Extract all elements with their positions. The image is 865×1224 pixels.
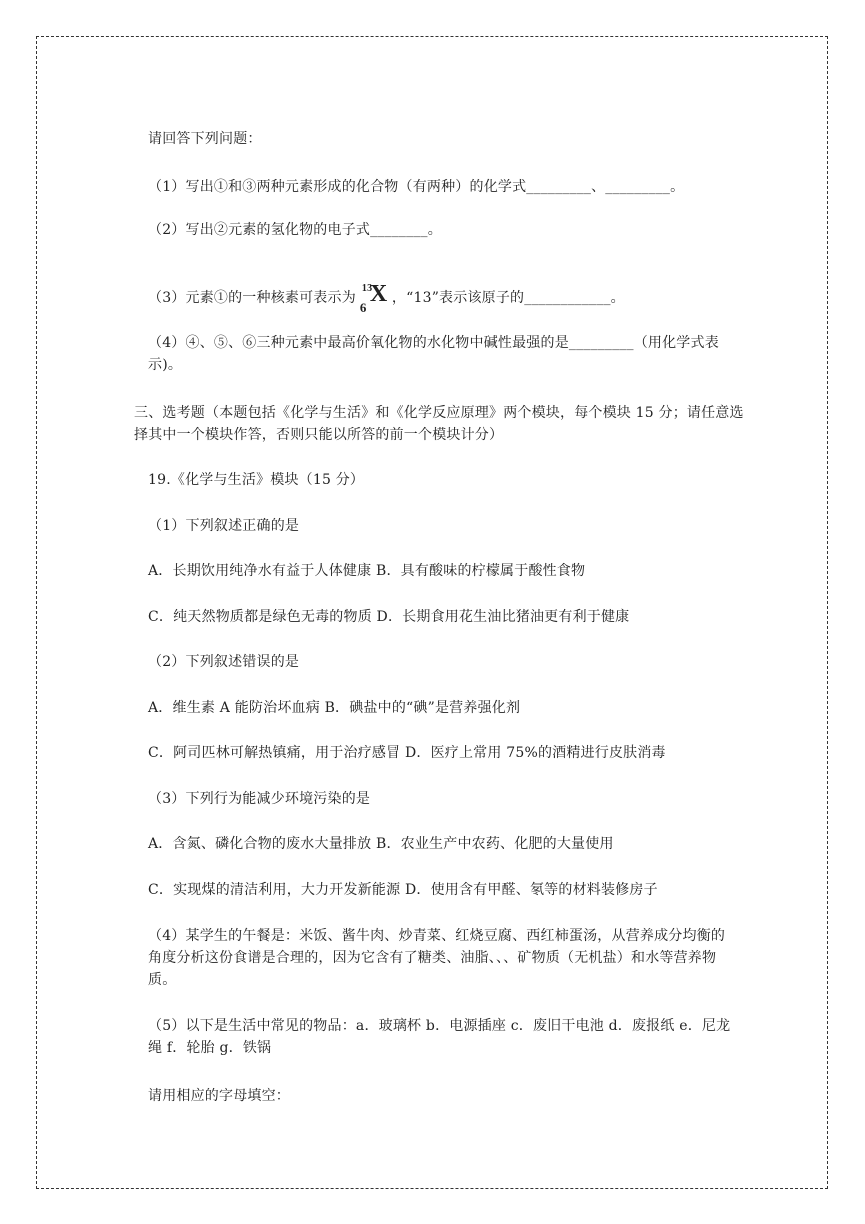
nuclide-atomic-number: 6 bbox=[359, 300, 367, 315]
section-3-heading: 三、选考题（本题包括《化学与生活》和《化学反应原理》两个模块，每个模块 15 分；请任意选择其中一个模块作答，否则只能以所答的前一个模块计分） bbox=[134, 405, 744, 443]
sub-question-2-options-ab: A．维生素 A 能防治坏血病 B．碘盐中的“碘”是营养强化剂 bbox=[148, 700, 521, 716]
sub-question-2-options-cd: C．阿司匹林可解热镇痛，用于治疗感冒 D．医疗上常用 75%的酒精进行皮肤消毒 bbox=[148, 745, 666, 761]
question-3-before: （3）元素①的一种核素可表示为 bbox=[148, 290, 356, 306]
question-1: （1）写出①和③两种元素形成的化合物（有两种）的化学式_________、_________。 bbox=[148, 179, 685, 195]
question-3-after: ，“13”表示该原子的____________。 bbox=[391, 290, 625, 306]
nuclide-element: X bbox=[369, 281, 388, 307]
nuclide-symbol bbox=[356, 272, 392, 315]
question-2: （2）写出②元素的氢化物的电子式________。 bbox=[148, 222, 442, 238]
intro-line: 请回答下列问题： bbox=[148, 131, 262, 147]
sub-question-3-options-cd: C．实现煤的清洁利用，大力开发新能源 D．使用含有甲醛、氡等的材料装修房子 bbox=[148, 882, 658, 898]
sub-question-3-options-ab: A．含氮、磷化合物的废水大量排放 B．农业生产中农药、化肥的大量使用 bbox=[148, 836, 614, 852]
sub-question-5: （5）以下是生活中常见的物品：a．玻璃杯 b．电源插座 c．废旧干电池 d．废报纸 e．尼龙绳 f．轮胎 g．铁锅 bbox=[148, 1018, 731, 1056]
sub-question-3: （3）下列行为能减少环境污染的是 bbox=[148, 791, 371, 807]
fill-instruction: 请用相应的字母填空： bbox=[148, 1088, 290, 1104]
question-3 bbox=[148, 272, 625, 315]
sub-question-1: （1）下列叙述正确的是 bbox=[148, 518, 300, 534]
question-4: （4）④、⑤、⑥三种元素中最高价氧化物的水化物中碱性最强的是_________（用化学式表示)。 bbox=[148, 335, 719, 373]
sub-question-1-options-ab: A．长期饮用纯净水有益于人体健康 B．具有酸味的柠檬属于酸性食物 bbox=[148, 563, 586, 579]
question-19-title: 19.《化学与生活》模块（15 分） bbox=[148, 472, 365, 488]
nuclide-mass-number: 13 bbox=[361, 283, 373, 294]
sub-question-1-options-cd: C．纯天然物质都是绿色无毒的物质 D．长期食用花生油比猪油更有利于健康 bbox=[148, 609, 630, 625]
sub-question-4: （4）某学生的午餐是：米饭、酱牛肉、炒青菜、红烧豆腐、西红柿蛋汤，从营养成分均衡的角度分析这份食谱是合理的，因为它含有了糖类、油脂、、、矿物质（无机盐）和水等营养物质。 bbox=[148, 928, 726, 988]
sub-question-2: （2）下列叙述错误的是 bbox=[148, 654, 300, 670]
